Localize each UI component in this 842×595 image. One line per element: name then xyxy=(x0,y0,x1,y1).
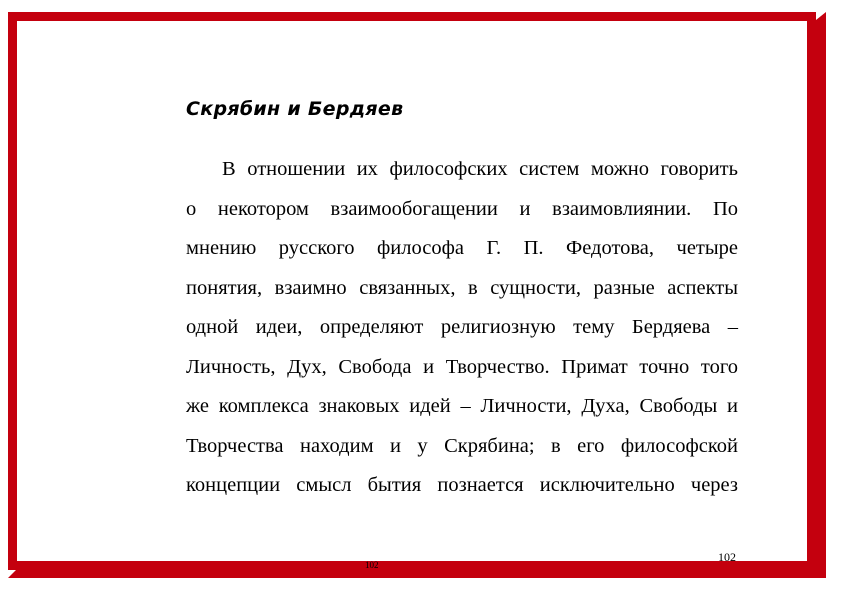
frame-corner-bottom-left xyxy=(8,570,16,578)
page-number: 102 xyxy=(718,550,736,564)
frame-shadow-bottom xyxy=(16,570,826,578)
paragraph-line: о некотором взаимообогащении и взаимовлиянии. По xyxy=(186,197,738,220)
paragraph-line: Личность, Дух, Свобода и Творчество. Примат точно того xyxy=(186,355,738,378)
paragraph-line: концепции смысл бытия познается исключительно через xyxy=(186,474,738,496)
page-title: Скрябин и Бердяев xyxy=(186,98,404,120)
page-number-footer: 102 xyxy=(365,560,379,570)
paragraph-line: одной идеи, определяют религиозную тему Бердяева – xyxy=(186,316,738,338)
paragraph-line: понятия, взаимно связанных, в сущности, разные аспекты xyxy=(186,276,738,299)
body-paragraph xyxy=(186,150,738,506)
frame-shadow-right xyxy=(816,20,826,578)
paragraph-line: же комплекса знаковых идей – Личности, Духа, Свободы и xyxy=(186,395,738,417)
paragraph-line: мнению русского философа Г. П. Федотова, четыре xyxy=(186,237,738,259)
frame-corner-top-right xyxy=(816,12,826,20)
paragraph-line: В отношении их философских систем можно говорить xyxy=(222,158,738,180)
paragraph-line: Творчества находим и у Скрябина; в его философской xyxy=(186,434,738,457)
